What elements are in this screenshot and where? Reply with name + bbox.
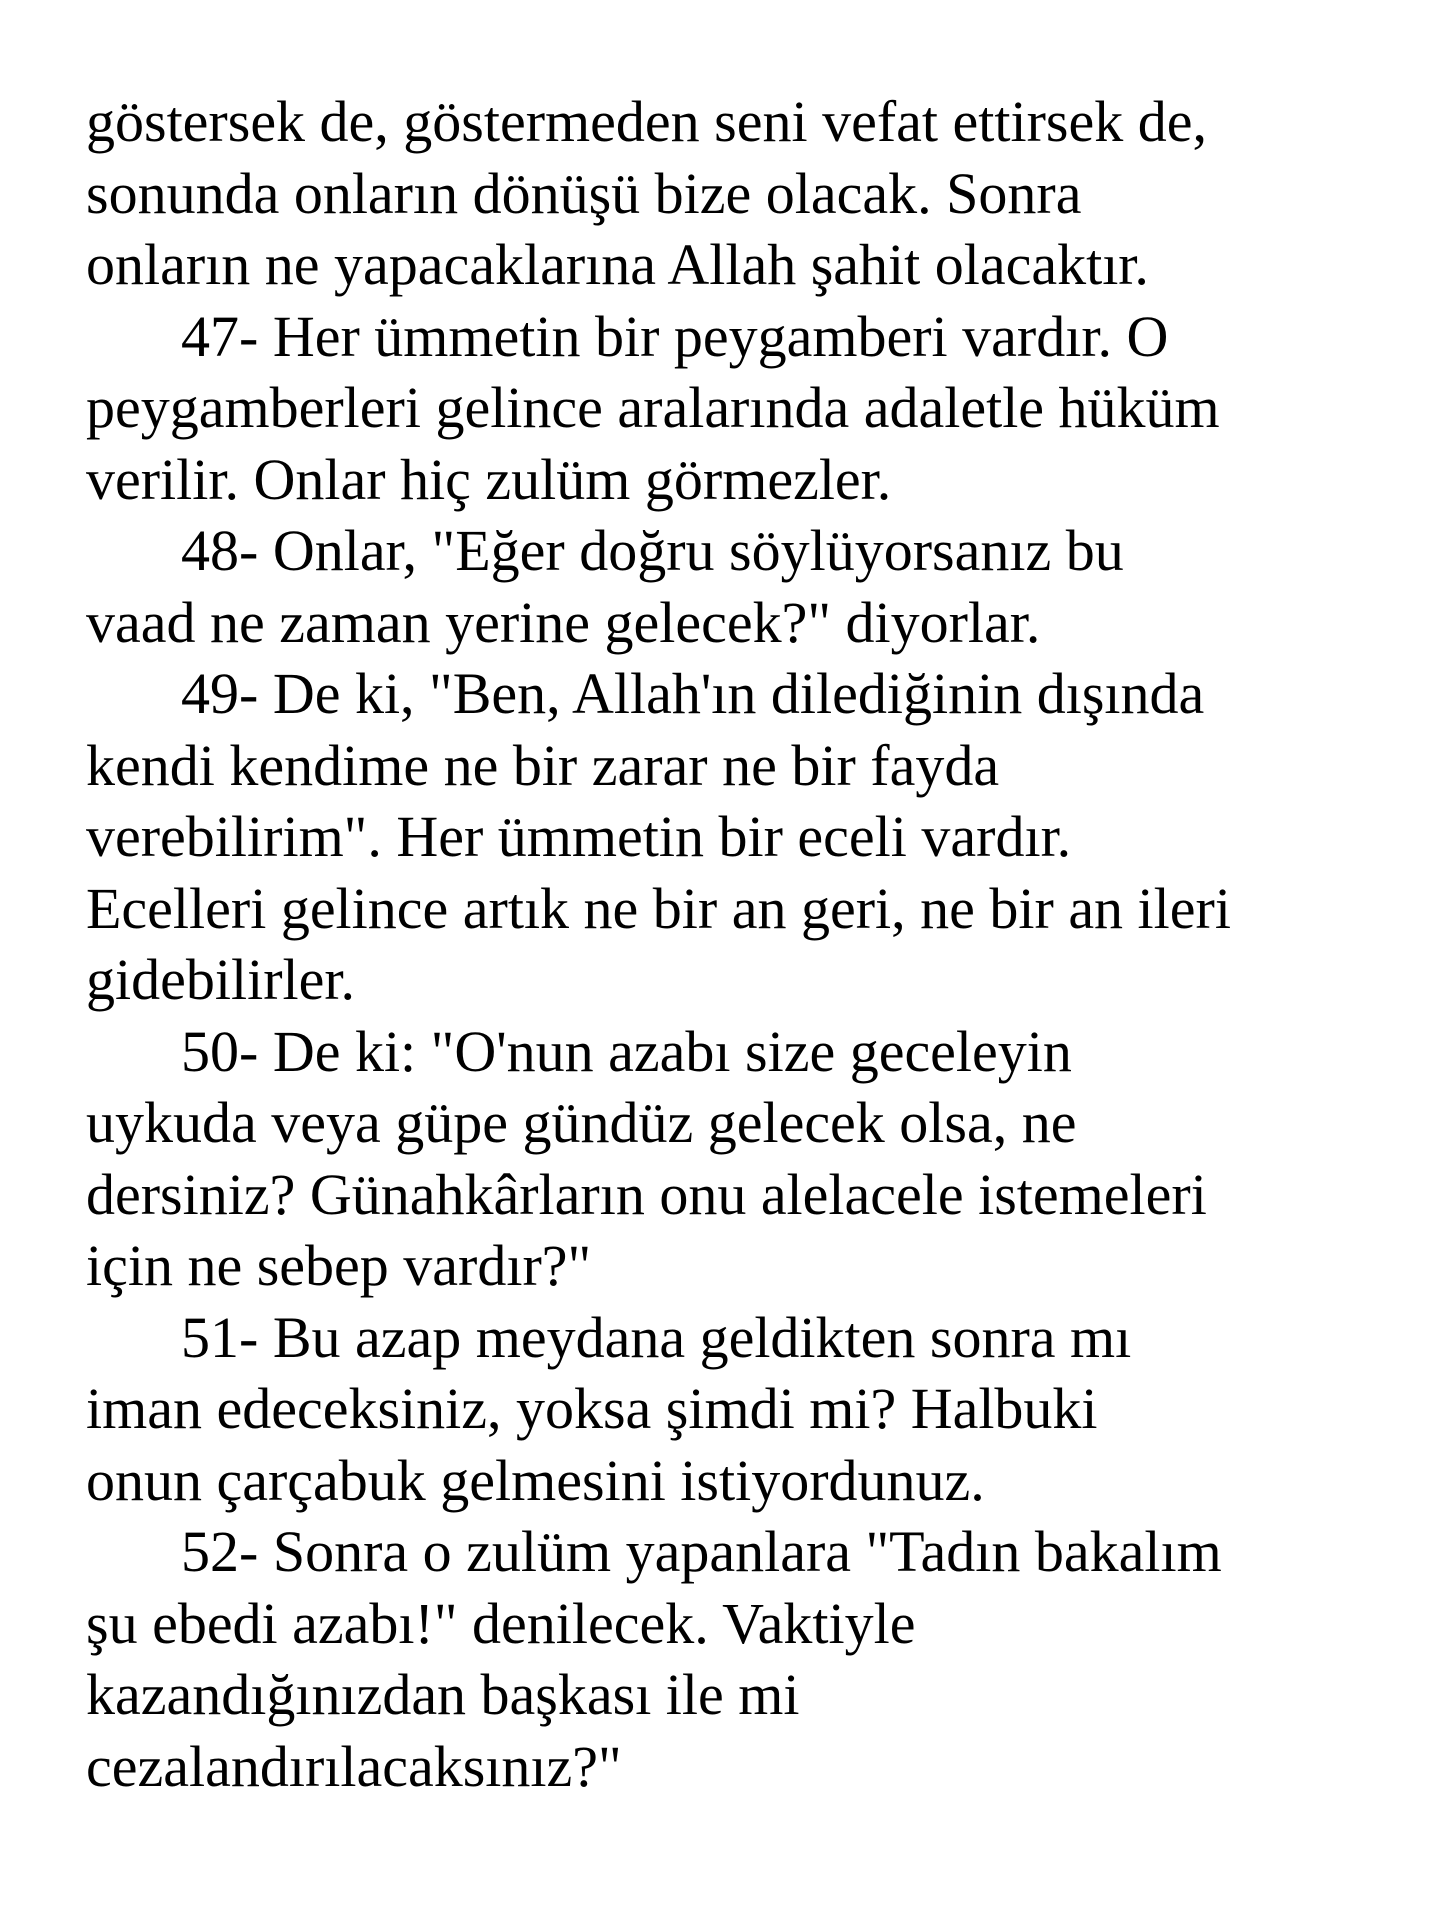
text-line: iman edeceksiniz, yoksa şimdi mi? Halbuki	[86, 1376, 1098, 1441]
text-line: dersiniz? Günahkârların onu alelacele istemeleri	[86, 1161, 1207, 1227]
verse-47-start: 47- Her ümmetin bir peygamberi vardır. O	[181, 303, 1169, 369]
text-line: verilir. Onlar hiç zulüm görmezler.	[86, 446, 892, 512]
text-line: verebilirim". Her ümmetin bir eceli vardır.	[86, 804, 1072, 869]
text-line: için ne sebep vardır?"	[86, 1233, 592, 1298]
text-line: sonunda onların dönüşü bize olacak. Sonra	[86, 160, 1082, 226]
text-line: gidebilirler.	[86, 947, 355, 1012]
text-line: onun çarçabuk gelmesini istiyordunuz.	[86, 1447, 985, 1513]
verse-52-start: 52- Sonra o zulüm yapanlara "Tadın bakalım	[181, 1519, 1222, 1584]
verse-51-start: 51- Bu azap meydana geldikten sonra mı	[181, 1304, 1132, 1370]
text-line: kazandığınızdan başkası ile mi	[86, 1662, 800, 1727]
text-line: kendi kendime ne bir zarar ne bir fayda	[86, 732, 1000, 798]
verse-49-start: 49- De ki, "Ben, Allah'ın dilediğinin dışında	[181, 661, 1205, 726]
document-page	[86, 86, 1406, 1802]
text-line: göstersek de, göstermeden seni vefat ettirsek de,	[86, 89, 1207, 154]
text-line: Ecelleri gelince artık ne bir an geri, ne bir an ileri	[86, 875, 1231, 941]
text-line: şu ebedi azabı!" denilecek. Vaktiyle	[86, 1590, 916, 1656]
text-line: uykuda veya güpe gündüz gelecek olsa, ne	[86, 1090, 1077, 1155]
text-line: peygamberleri gelince aralarında adaletle hüküm	[86, 375, 1220, 440]
text-line: cezalandırılacaksınız?"	[86, 1733, 622, 1799]
verse-48-start: 48- Onlar, "Eğer doğru söylüyorsanız bu	[181, 518, 1124, 583]
text-line: onların ne yapacaklarına Allah şahit olacaktır.	[86, 232, 1149, 297]
text-line: vaad ne zaman yerine gelecek?" diyorlar.	[86, 589, 1041, 655]
verse-50-start: 50- De ki: "O'nun azabı size geceleyin	[181, 1018, 1072, 1084]
